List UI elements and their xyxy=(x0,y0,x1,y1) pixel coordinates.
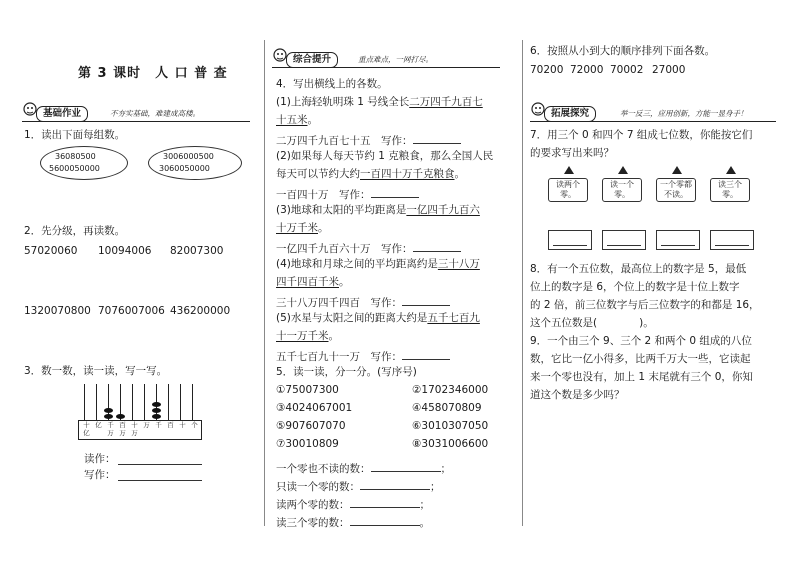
section-rule xyxy=(22,121,250,122)
section-badge: 拓展探究 xyxy=(544,106,596,122)
q4-5-text: (5)水星与太阳之间的距离大约是五千七百九 xyxy=(276,312,480,324)
abacus-label: 个 xyxy=(191,421,198,429)
abacus-rod xyxy=(180,384,181,420)
abacus-rod xyxy=(168,384,169,420)
abacus-bead xyxy=(104,414,113,419)
question-3: 3．数一数，读一读，写一写。 xyxy=(24,365,168,377)
column-divider xyxy=(264,40,265,526)
section-rule xyxy=(272,67,500,68)
q5-item: ⑤907607070 xyxy=(276,420,346,432)
question-8-cont: 的 2 倍，前三位数字与后三位数字的和都是 16， xyxy=(530,299,760,311)
section-slogan: 重点难点，一网打尽。 xyxy=(358,55,433,64)
q4-1-text: (1)上海轻轨明珠 1 号线全长二万四千九百七 xyxy=(276,96,483,108)
abacus-rod xyxy=(192,384,193,420)
q4-2-text-cont: 每天可以节约大约一百四十万千克粮食。 xyxy=(276,168,465,180)
question-9: 9．一个由三个 9、三个 2 和两个 0 组成的八位 xyxy=(530,335,752,347)
section-badge: 综合提升 xyxy=(286,52,338,68)
abacus-rod xyxy=(84,384,85,420)
answer-line[interactable] xyxy=(350,513,420,526)
abacus-label: 十 xyxy=(179,421,186,429)
q6-number: 70200 xyxy=(530,64,564,76)
answer-line[interactable] xyxy=(360,477,430,490)
q2-number: 436200000 xyxy=(170,305,231,317)
abacus xyxy=(78,384,202,440)
q4-5-text-cont: 十一万千米。 xyxy=(276,330,339,342)
q4-3-text: (3)地球和太阳的平均距离是一亿四千九百六 xyxy=(276,204,480,216)
group-number: 3006000500 xyxy=(163,152,214,161)
answer-line[interactable] xyxy=(350,495,420,508)
abacus-bead xyxy=(152,408,161,413)
abacus-bead xyxy=(152,402,161,407)
question-6: 6．按照从小到大的顺序排列下面各数。 xyxy=(530,45,716,57)
q4-4-text: (4)地球和月球之间的平均距离约是三十八万 xyxy=(276,258,480,270)
question-2: 2．先分级，再读数。 xyxy=(24,225,126,237)
number-group-2 xyxy=(148,146,242,180)
q2-number: 7076007006 xyxy=(98,305,165,317)
group-number: 36080500 xyxy=(55,152,96,161)
abacus-bead xyxy=(116,414,125,419)
abacus-rod xyxy=(96,384,97,420)
q5-category-two: 读两个零的数： ； xyxy=(276,495,430,512)
abacus-bead xyxy=(104,408,113,413)
q6-number: 27000 xyxy=(652,64,686,76)
q4-5-answer: 五千七百九十一万 写作： xyxy=(276,347,450,364)
q5-category-one: 只读一个零的数： ； xyxy=(276,477,441,494)
q5-item: ②1702346000 xyxy=(412,384,489,396)
q4-3-answer: 一亿四千九百六十万 写作： xyxy=(276,239,461,256)
q4-1-answer: 二万四千九百七十五 写作： xyxy=(276,131,461,148)
section-banner-comprehensive xyxy=(272,52,500,68)
section-banner-extension xyxy=(530,106,776,122)
abacus-label: 百万 xyxy=(119,421,126,437)
q5-item: ⑧3031006600 xyxy=(412,438,489,450)
section-badge: 基础作业 xyxy=(36,106,88,122)
abacus-label: 百 xyxy=(167,421,174,429)
q7-requirement-card: 读三个零。 xyxy=(710,178,750,202)
card-pin-icon xyxy=(672,166,682,174)
q7-requirement-card: 一个零都不读。 xyxy=(656,178,696,202)
answer-line[interactable] xyxy=(371,185,419,198)
write-answer-line[interactable] xyxy=(118,468,202,481)
answer-line[interactable] xyxy=(371,459,441,472)
q5-item: ⑥3010307050 xyxy=(412,420,489,432)
section-slogan: 举一反三，应用创新，方能一显身手！ xyxy=(620,109,748,118)
answer-line[interactable] xyxy=(413,239,461,252)
question-8: 8．有一个五位数，最高位上的数字是 5，最低 xyxy=(530,263,747,275)
q4-3-text-cont: 十万千米。 xyxy=(276,222,329,234)
read-label: 读作： xyxy=(84,453,116,465)
q7-answer-box[interactable] xyxy=(710,230,754,250)
write-label: 写作： xyxy=(84,469,116,481)
q2-number: 57020060 xyxy=(24,245,78,257)
number-group-1 xyxy=(40,146,128,180)
abacus-rod xyxy=(144,384,145,420)
lesson-title: 第 3 课时 人 口 普 查 xyxy=(78,66,228,81)
question-7: 7．用三个 0 和四个 7 组成七位数，你能按它们 xyxy=(530,129,753,141)
card-pin-icon xyxy=(618,166,628,174)
abacus-bead xyxy=(152,414,161,419)
abacus-label: 亿 xyxy=(95,421,102,429)
question-8-cont: 这个五位数是( )。 xyxy=(530,317,654,329)
answer-line[interactable] xyxy=(402,293,450,306)
card-pin-icon xyxy=(726,166,736,174)
q5-item: ③4024067001 xyxy=(276,402,353,414)
q5-item: ⑦30010809 xyxy=(276,438,339,450)
q7-answer-box[interactable] xyxy=(548,230,592,250)
section-slogan: 不夯实基础，难建成高楼。 xyxy=(110,109,200,118)
section-rule xyxy=(530,121,776,122)
q4-4-text-cont: 四千四百千米。 xyxy=(276,276,350,288)
question-4: 4．写出横线上的各数。 xyxy=(276,78,388,90)
abacus-label: 千 xyxy=(155,421,162,429)
answer-line[interactable] xyxy=(402,347,450,360)
q2-number: 10094006 xyxy=(98,245,152,257)
column-divider xyxy=(522,40,523,526)
q5-item: ①75007300 xyxy=(276,384,339,396)
question-9-cont: 数，它比一亿小得多，比两千万大一些，它读起 xyxy=(530,353,751,365)
question-8-cont: 位上的数字是 6，个位上的数字是十位上数字 xyxy=(530,281,740,293)
q5-item: ④458070809 xyxy=(412,402,482,414)
q4-1-text-cont: 十五米。 xyxy=(276,114,318,126)
q4-4-answer: 三十八万四千四百 写作： xyxy=(276,293,450,310)
q6-number: 72000 xyxy=(570,64,604,76)
abacus-label: 十万 xyxy=(131,421,138,437)
question-7-cont: 的要求写出来吗？ xyxy=(530,147,614,159)
abacus-label: 十亿 xyxy=(83,421,90,437)
group-number: 3060050000 xyxy=(159,164,210,173)
abacus-rod xyxy=(132,384,133,420)
question-5: 5．读一读，分一分。(写序号) xyxy=(276,366,417,378)
q5-category-three: 读三个零的数： 。 xyxy=(276,513,430,530)
answer-line[interactable] xyxy=(413,131,461,144)
q7-answer-box[interactable] xyxy=(602,230,646,250)
q7-answer-box[interactable] xyxy=(656,230,700,250)
q5-category-none: 一个零也不读的数： ； xyxy=(276,459,451,476)
q2-number: 82007300 xyxy=(170,245,224,257)
q7-requirement-card: 读一个零。 xyxy=(602,178,642,202)
section-banner-basic xyxy=(22,106,250,122)
q2-number: 1320070800 xyxy=(24,305,91,317)
group-number: 5600050000 xyxy=(49,164,100,173)
abacus-label: 千万 xyxy=(107,421,114,437)
q6-number: 70002 xyxy=(610,64,644,76)
q7-requirement-card: 读两个零。 xyxy=(548,178,588,202)
abacus-label: 万 xyxy=(143,421,150,429)
read-answer-line[interactable] xyxy=(118,452,202,465)
q4-2-answer: 一百四十万 写作： xyxy=(276,185,419,202)
card-pin-icon xyxy=(564,166,574,174)
question-1: 1．读出下面每组数。 xyxy=(24,129,126,141)
q4-2-text: (2)如果每人每天节约 1 克粮食，那么全国人民 xyxy=(276,150,494,162)
question-9-cont: 来一个零也没有，加上 1 末尾就有三个 0，你知 xyxy=(530,371,753,383)
question-9-cont: 道这个数是多少吗？ xyxy=(530,389,625,401)
